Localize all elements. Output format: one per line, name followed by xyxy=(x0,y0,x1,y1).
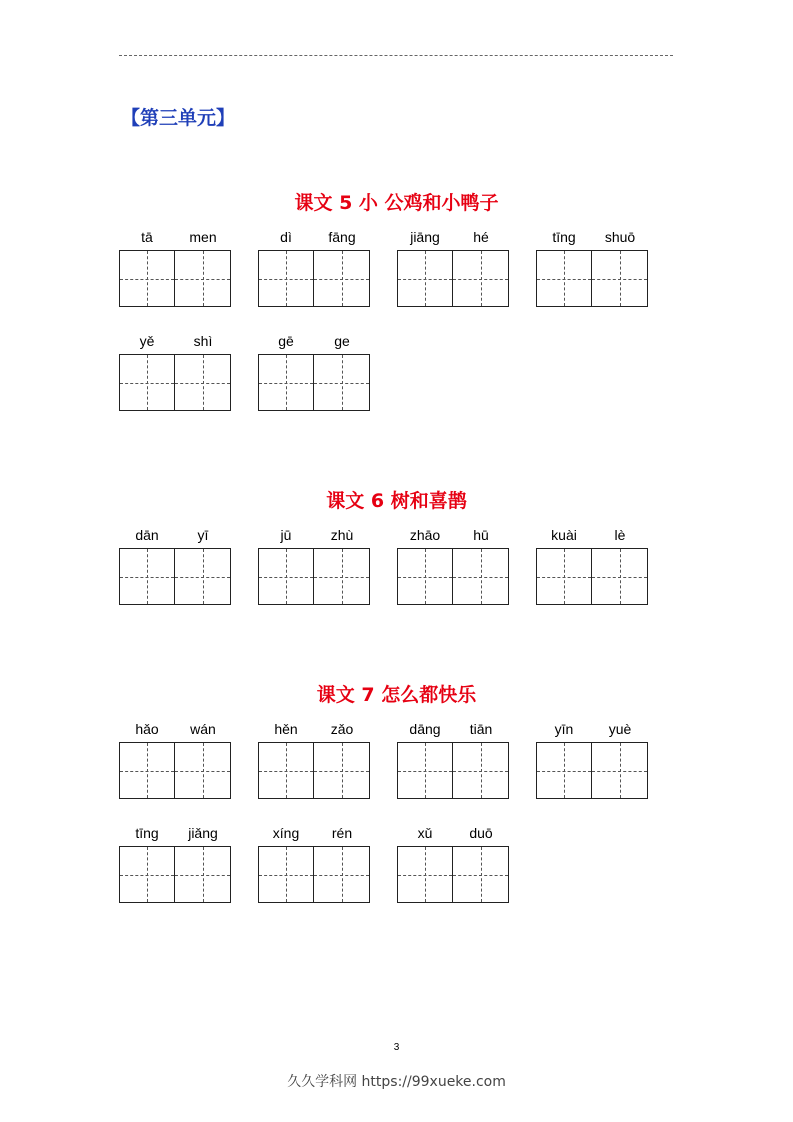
pinyin: dāng xyxy=(409,721,441,737)
pinyin: tīng xyxy=(135,825,159,841)
writing-group xyxy=(258,825,370,905)
pinyin: jiāng xyxy=(410,229,440,245)
writing-group xyxy=(536,721,648,801)
writing-group xyxy=(397,721,509,801)
pinyin: ge xyxy=(334,333,350,349)
tianzige-pair[interactable] xyxy=(258,548,370,605)
pinyin: yě xyxy=(139,333,155,349)
pinyin: rén xyxy=(331,825,353,841)
pinyin: hǎo xyxy=(135,721,159,737)
writing-group xyxy=(536,527,648,607)
pinyin: yīn xyxy=(554,721,574,737)
writing-group xyxy=(397,229,509,309)
pinyin: kuài xyxy=(551,527,577,543)
pinyin: zhāo xyxy=(409,527,441,543)
pinyin: shuō xyxy=(604,229,636,245)
pinyin: duō xyxy=(469,825,493,841)
pinyin: yī xyxy=(197,527,209,543)
tianzige-pair[interactable] xyxy=(119,354,231,411)
writing-group xyxy=(397,527,509,607)
pinyin: tā xyxy=(141,229,153,245)
tianzige-pair[interactable] xyxy=(397,250,509,307)
pinyin: jū xyxy=(280,527,292,543)
writing-group xyxy=(119,229,231,309)
pinyin: hé xyxy=(473,229,489,245)
footer-site[interactable]: 久久学科网 https://99xueke.com xyxy=(287,1074,506,1090)
pinyin: fāng xyxy=(328,229,356,245)
pinyin: hěn xyxy=(274,721,298,737)
pinyin: gē xyxy=(278,333,294,349)
tianzige-pair[interactable] xyxy=(119,548,231,605)
pinyin: wán xyxy=(190,721,216,737)
writing-group xyxy=(119,721,231,801)
tianzige-pair[interactable] xyxy=(119,250,231,307)
tianzige-pair[interactable] xyxy=(536,250,648,307)
tianzige-pair[interactable] xyxy=(258,742,370,799)
lesson-6-title: 课文 6 树和喜鹊 xyxy=(326,490,467,512)
pinyin: shì xyxy=(193,333,213,349)
lesson-5-title: 课文 5 小 公鸡和小鸭子 xyxy=(294,192,499,214)
pinyin: dān xyxy=(135,527,159,543)
pinyin: zǎo xyxy=(330,721,354,737)
pinyin: yuè xyxy=(608,721,632,737)
writing-group xyxy=(397,825,509,905)
tianzige-pair[interactable] xyxy=(397,846,509,903)
tianzige-pair[interactable] xyxy=(119,846,231,903)
writing-group xyxy=(119,825,231,905)
writing-group xyxy=(258,721,370,801)
writing-group xyxy=(258,527,370,607)
pinyin: dì xyxy=(280,229,292,245)
writing-group xyxy=(258,333,370,413)
pinyin: tīng xyxy=(552,229,576,245)
unit-title: 【第三单元】 xyxy=(121,107,236,129)
lesson-7-title: 课文 7 怎么都快乐 xyxy=(316,684,477,706)
tianzige-pair[interactable] xyxy=(397,742,509,799)
tianzige-pair[interactable] xyxy=(258,250,370,307)
pinyin: hū xyxy=(473,527,489,543)
pinyin: men xyxy=(189,229,217,245)
pinyin: xíng xyxy=(272,825,300,841)
tianzige-pair[interactable] xyxy=(119,742,231,799)
pinyin: jiǎng xyxy=(188,825,218,841)
writing-group xyxy=(119,527,231,607)
pinyin: zhù xyxy=(330,527,354,543)
top-dashed-rule xyxy=(119,55,673,56)
pinyin: lè xyxy=(614,527,626,543)
writing-group xyxy=(536,229,648,309)
pinyin: tiān xyxy=(469,721,493,737)
writing-group xyxy=(258,229,370,309)
tianzige-pair[interactable] xyxy=(536,742,648,799)
tianzige-pair[interactable] xyxy=(397,548,509,605)
pinyin: xǔ xyxy=(417,825,433,841)
tianzige-pair[interactable] xyxy=(536,548,648,605)
tianzige-pair[interactable] xyxy=(258,846,370,903)
tianzige-pair[interactable] xyxy=(258,354,370,411)
page-number: 3 xyxy=(393,1042,400,1053)
writing-group xyxy=(119,333,231,413)
